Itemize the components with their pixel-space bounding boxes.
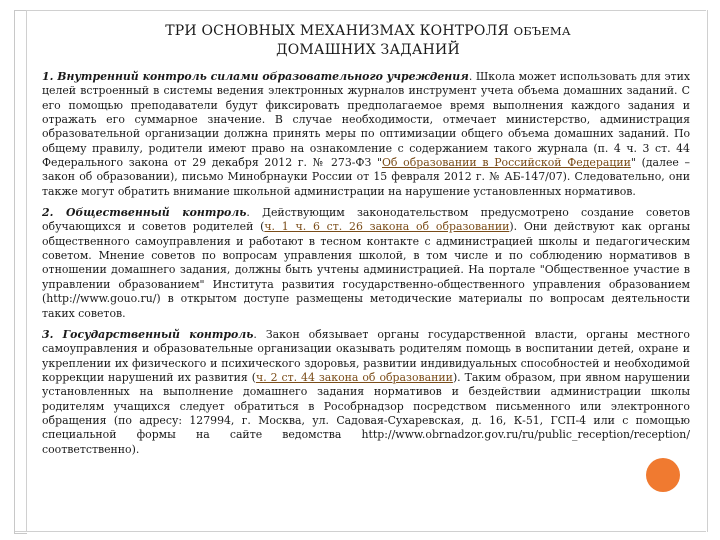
section3-link[interactable]: ч. 2 ст. 44 закона об образовании (256, 370, 453, 384)
section1-text1: . Школа может использовать для этих целей встроенный в системы ведения электронных журналов инструмент учета объема домашних заданий. С его помощью преподаватели будут фиксировать предполагаемое время выполнения каждого задания и отражать его суммарное значение. В случае необходимости, отмечает министерство, администрация образовательной организации должна принять меры по оптимизации общего объема домашних заданий. По общему правилу, родители имеют право на ознакомление с содержанием такого журнала (п. 4 ч. 3 ст. 44 Федерального закона от 29 декабря 2012 г. № 273-ФЗ " (42, 70, 690, 170)
section2-link[interactable]: ч. 1 ч. 6 ст. 26 закона об образовании (264, 220, 510, 234)
title-line1-main: ТРИ ОСНОВНЫХ МЕХАНИЗМАХ КОНТРОЛЯ (165, 23, 509, 39)
frame-right-line (707, 10, 708, 532)
section-public-control (42, 206, 690, 321)
section3-text1: . Закон обязывает органы государственной власти, органы местного самоуправления и образовательные организации оказывать родителям помощь в воспитании детей, охране и укреплении их физического и психического здоровья, развитии индивидуальных способностей и необходимой коррекции нарушений их развития ( (42, 327, 690, 384)
frame-left-inner-line (26, 10, 27, 532)
slide-title (60, 22, 676, 60)
section1-link[interactable]: Об образовании в Российской Федерации (381, 156, 631, 170)
section3-heading: 3. Государственный контроль (42, 327, 254, 341)
frame-top-line (14, 10, 706, 11)
title-line1-small: ОБЪЕМА (513, 24, 571, 38)
slide-body (42, 70, 690, 464)
section3-text2: ). Таким образом, при явном нарушении установленных на выполнение домашнего задания нормативов и бездействии администрации школы родителям учащихся следует обратиться в Рособрнадзор посредством письменного или электронного обращения (по адресу: 127994, г. Москва, ул. Садовая-Сухаревская, д. 16, К-51, ГСП-4 или с помощью специальной формы на сайте ведомства http://www.obrnadzor.gov.ru/ru/public_reception/reception/ соответственно). (42, 370, 690, 456)
orange-circle-decoration (646, 458, 680, 492)
section2-text1: . Действующим законодательством предусмотрено создание советов обучающихся и советов родителей ( (42, 206, 690, 234)
frame-bottom-line (14, 531, 706, 532)
section1-heading: 1. Внутренний контроль силами образовательного учреждения (42, 70, 469, 83)
section2-text2: ). Они действуют как органы общественного самоуправления и работают в тесном контакте с администрацией школы и педагогическим советом. Мнение советов по вопросам управления школой, в том числе и по соблюдению нормативов в отношении домашнего задания, должны быть учтены администрацией. На портале "Общественное участие в управлении образованием" Института развития государственно-общественного управления образованием (http://www.gouo.ru/) в открытом доступе размещены методические материалы по вопросам деятельности таких советов. (42, 220, 690, 320)
title-line2: ДОМАШНИХ ЗАДАНИЙ (276, 42, 460, 58)
section-internal-control (42, 70, 690, 199)
section2-heading: 2. Общественный контроль (42, 206, 247, 220)
section-state-control (42, 328, 690, 457)
section1-text2: " (далее – закон об образовании), письмо Минобрнауки России от 15 февраля 2012 г. № АБ-147/07). Следовательно, они также могут обратить внимание школьной администрации на нарушение установленных нормативов. (42, 156, 690, 198)
